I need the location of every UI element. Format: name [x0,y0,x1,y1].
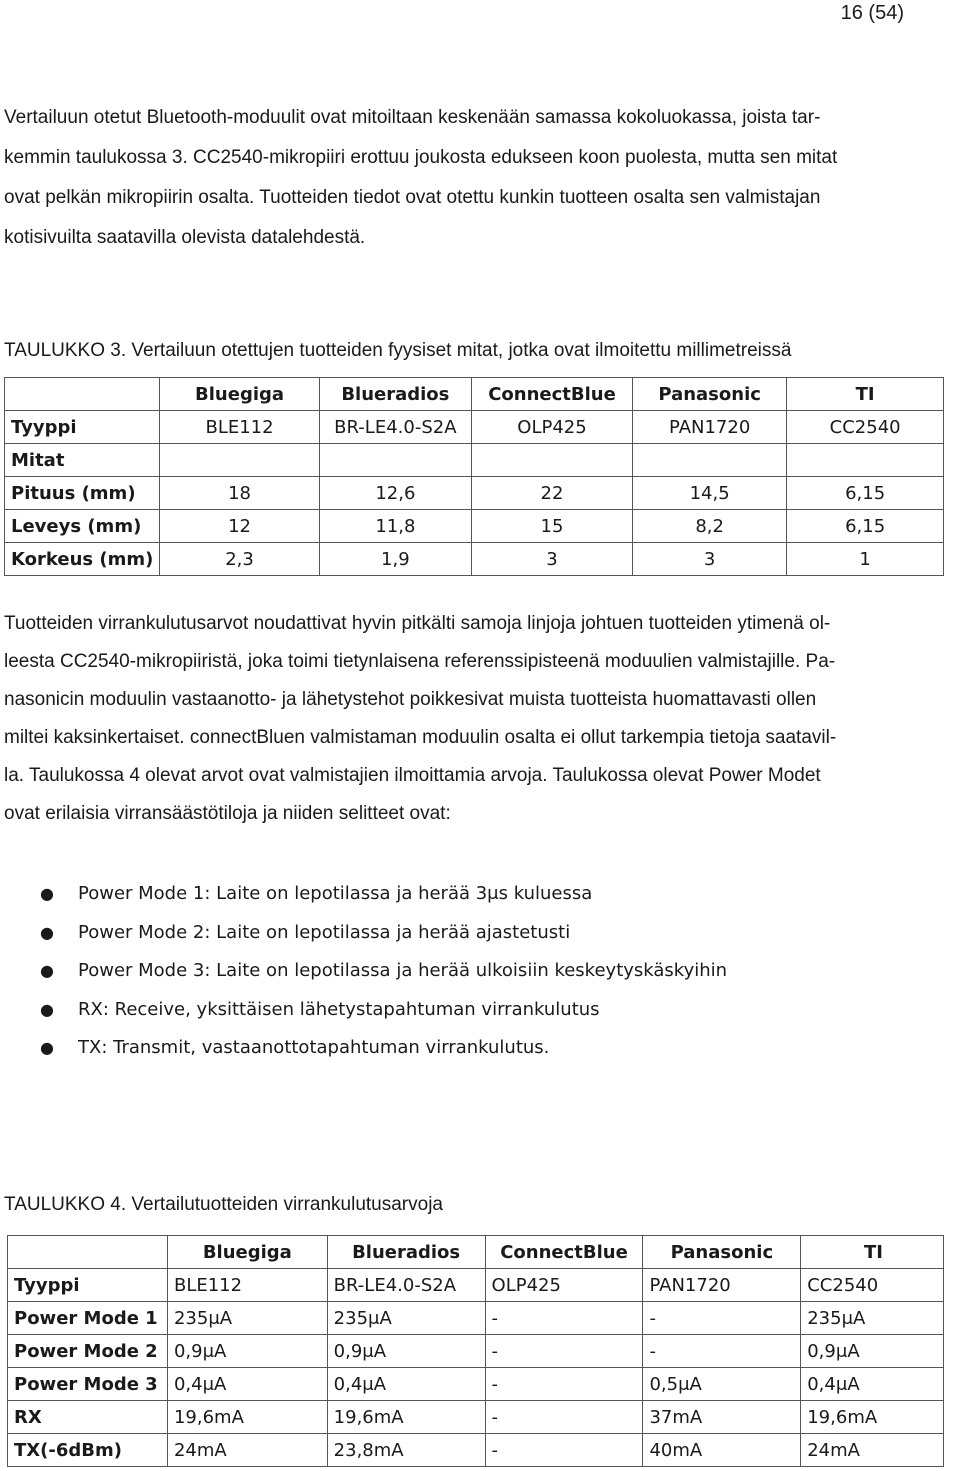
table-header-cell: Panasonic [643,1236,801,1269]
power-mode-list [40,875,727,1068]
text-line: leesta CC2540-mikropiiristä, joka toimi tietynlaisena referenssipisteenä moduulien valmistajille. Pa- [4,651,836,672]
table-cell: 235μA [801,1302,944,1335]
list-item [40,952,727,991]
text-line: miltei kaksinkertaiset. connectBluen valmistaman moduulin osalta ei ollut tarkempia tietoja saatavil- [4,727,837,748]
list-item [40,914,727,953]
table-cell: - [485,1401,643,1434]
table-row [8,1302,944,1335]
table-cell: 0,5μA [643,1368,801,1401]
row-label: Leveys (mm) [5,510,160,543]
table-header-row [5,378,944,411]
table-cell [319,444,471,477]
table-row [5,411,944,444]
list-item [40,875,727,914]
table-header-cell: Bluegiga [160,378,319,411]
table4-caption: TAULUKKO 4. Vertailutuotteiden virrankulutusarvoja [4,1194,443,1215]
table-cell: 12 [160,510,319,543]
bullet-icon: ● [40,1038,54,1057]
table-row [8,1401,944,1434]
list-item-text: Power Mode 2: Laite on lepotilassa ja herää ajastetusti [78,921,571,943]
table-row [5,444,944,477]
table-row [8,1335,944,1368]
table-cell: 235μA [327,1302,485,1335]
row-label: RX [8,1401,168,1434]
table-cell: 0,9μA [327,1335,485,1368]
page-number: 16 (54) [840,2,904,24]
row-label: TX(-6dBm) [8,1434,168,1467]
table-cell: OLP425 [485,1269,643,1302]
table-header-cell: Blueradios [319,378,471,411]
table-cell: 0,9μA [801,1335,944,1368]
table-cell: 3 [471,543,632,576]
table-header-row [8,1236,944,1269]
row-label: Power Mode 1 [8,1302,168,1335]
list-item-text: Power Mode 1: Laite on lepotilassa ja herää 3μs kuluessa [78,883,593,904]
table-cell: BR-LE4.0-S2A [327,1269,485,1302]
table-cell: 6,15 [787,477,944,510]
text-line: Tuotteiden virrankulutusarvot noudattivat hyvin pitkälti samoja linjoja johtuen tuotteiden ytimenä ol- [4,613,831,634]
row-label: Power Mode 2 [8,1335,168,1368]
table-cell [787,444,944,477]
text-line: nasonicin moduulin vastaanotto- ja lähetystehot poikkesivat muista tuotteista huomattavasti ollen [4,689,817,710]
row-label: Mitat [5,444,160,477]
table-header-cell: ConnectBlue [485,1236,643,1269]
list-item-text: RX: Receive, yksittäisen lähetystapahtuman virrankulutus [78,998,600,1020]
table-cell: 8,2 [633,510,787,543]
intro-paragraph [4,98,928,258]
table-cell: 14,5 [633,477,787,510]
table-cell: - [485,1368,643,1401]
text-line: kemmin taulukossa 3. CC2540-mikropiiri erottuu joukosta edukseen koon puolesta, mutta sen mitat [4,147,838,168]
table-cell: 1,9 [319,543,471,576]
bullet-icon: ● [40,999,54,1019]
table-cell: 11,8 [319,510,471,543]
table-header-cell: TI [801,1236,944,1269]
table-cell: 15 [471,510,632,543]
text-line: kotisivuilta saatavilla olevista datalehdestä. [4,227,366,248]
table-cell: 24mA [801,1434,944,1467]
table-cell: - [485,1434,643,1467]
table-cell: 3 [633,543,787,576]
table-cell: 6,15 [787,510,944,543]
table-cell: 40mA [643,1434,801,1467]
table-cell: 1 [787,543,944,576]
table-cell: 0,4μA [327,1368,485,1401]
table-cell [471,444,632,477]
table-cell: 37mA [643,1401,801,1434]
table-row [8,1368,944,1401]
row-label: Korkeus (mm) [5,543,160,576]
table-header-cell: Panasonic [633,378,787,411]
table-cell: 12,6 [319,477,471,510]
table-cell [5,378,160,411]
table-cell: PAN1720 [633,411,787,444]
table-cell: BR-LE4.0-S2A [319,411,471,444]
table-cell: - [643,1302,801,1335]
bullet-icon: ● [40,961,54,980]
table-cell: 0,4μA [801,1368,944,1401]
table-header-cell: ConnectBlue [471,378,632,411]
table-cell [8,1236,168,1269]
table-cell: 0,9μA [167,1335,327,1368]
table-cell: CC2540 [801,1269,944,1302]
table-cell: 23,8mA [327,1434,485,1467]
list-item-text: Power Mode 3: Laite on lepotilassa ja herää ulkoisiin keskeytyskäskyihin [78,960,728,981]
text-line: ovat erilaisia virransäästötiloja ja niiden selitteet ovat: [4,803,451,824]
table-cell: CC2540 [787,411,944,444]
text-line: Vertailuun otetut Bluetooth-moduulit ovat mitoiltaan keskenään samassa kokoluokassa, joista tar- [4,107,821,128]
row-label: Pituus (mm) [5,477,160,510]
table-cell: - [485,1335,643,1368]
list-item [40,1029,727,1068]
table-cell: 0,4μA [167,1368,327,1401]
bullet-icon: ● [40,922,54,942]
table-cell: OLP425 [471,411,632,444]
table-header-cell: TI [787,378,944,411]
list-item [40,991,727,1030]
table-cell: - [643,1335,801,1368]
row-label: Power Mode 3 [8,1368,168,1401]
table-cell: 19,6mA [801,1401,944,1434]
table-cell: 22 [471,477,632,510]
table-cell [160,444,319,477]
table-cell: 18 [160,477,319,510]
table-cell: 19,6mA [167,1401,327,1434]
table-cell: 235μA [167,1302,327,1335]
table-cell: - [485,1302,643,1335]
table-row [8,1269,944,1302]
row-label: Tyyppi [5,411,160,444]
table-row [5,510,944,543]
table-header-cell: Blueradios [327,1236,485,1269]
table-cell: PAN1720 [643,1269,801,1302]
row-label: Tyyppi [8,1269,168,1302]
power-consumption-table [7,1235,944,1467]
text-line: la. Taulukossa 4 olevat arvot ovat valmistajien ilmoittamia arvoja. Taulukossa olevat Power Modet [4,765,821,786]
bullet-icon: ● [40,884,54,903]
body-paragraph [4,605,928,833]
table-row [5,477,944,510]
text-line: ovat pelkän mikropiirin osalta. Tuotteiden tiedot ovat otettu kunkin tuotteen osalta sen valmistajan [4,187,821,208]
table-cell: 24mA [167,1434,327,1467]
table-header-cell: Bluegiga [167,1236,327,1269]
table-row [8,1434,944,1467]
dimensions-table [4,377,944,576]
table-cell [633,444,787,477]
table-cell: 19,6mA [327,1401,485,1434]
table-cell: 2,3 [160,543,319,576]
table-cell: BLE112 [167,1269,327,1302]
table-cell: BLE112 [160,411,319,444]
table3-caption: TAULUKKO 3. Vertailuun otettujen tuotteiden fyysiset mitat, jotka ovat ilmoitettu millimetreissä [4,340,792,361]
list-item-text: TX: Transmit, vastaanottotapahtuman virrankulutus. [78,1037,550,1058]
table-row [5,543,944,576]
